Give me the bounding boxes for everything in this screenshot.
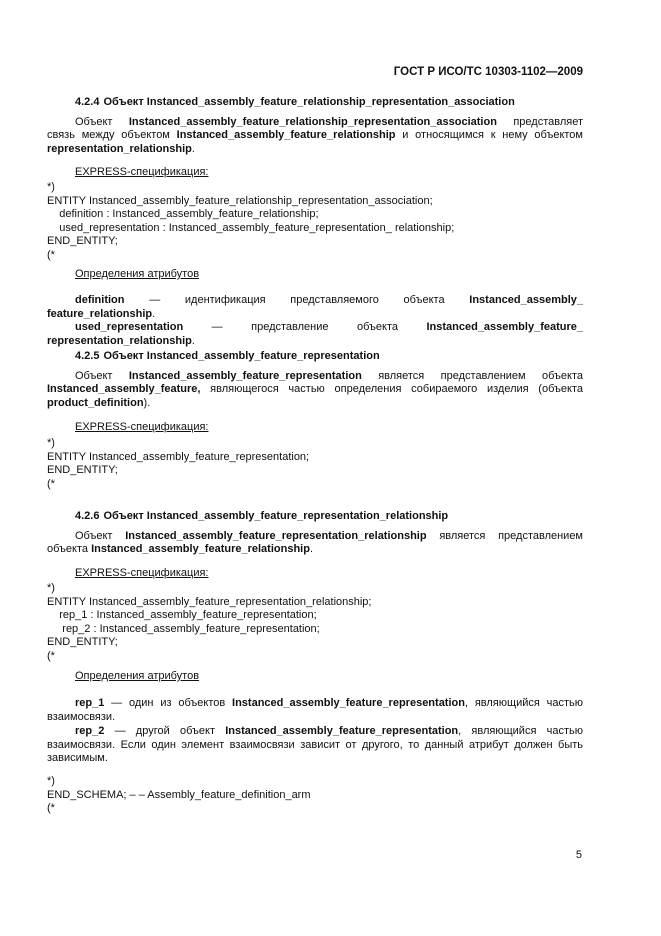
entity-ref: product_definition (47, 396, 144, 409)
express-spec-label (47, 567, 583, 581)
text-run: — идентификация представляемого объекта (124, 294, 470, 306)
text-run: является представлением объекта (47, 529, 583, 555)
text-run: ). (143, 396, 151, 409)
express-label: EXPRESS-спецификация: (75, 421, 209, 433)
text-run: . (191, 334, 195, 347)
section-paragraph (47, 530, 583, 557)
section-paragraph (47, 370, 583, 411)
attributes-heading: Определения атрибутов (75, 670, 200, 682)
entity-ref: representation_relationship (47, 334, 192, 347)
attribute-continuation (47, 335, 583, 349)
standard-header: ГОСТ Р ИСО/ТС 10303-1102—2009 (393, 66, 583, 78)
attribute-name: rep_1 (75, 697, 105, 709)
attribute-continuation (47, 308, 583, 322)
code-line: END_ENTITY; (47, 235, 118, 247)
section-number: 4.2.6 (75, 510, 100, 522)
section-heading (75, 510, 583, 524)
code-line: *) (47, 775, 55, 787)
code-line: (* (47, 649, 55, 662)
entity-ref: Instanced_assembly_feature_ (426, 321, 583, 333)
code-line: rep_2 : Instanced_assembly_feature_representation; (47, 622, 320, 635)
entity-ref: feature_relationship (47, 307, 153, 320)
express-code-block (47, 181, 583, 262)
end-schema-block (47, 775, 583, 816)
text-run: Объект (75, 115, 113, 128)
attributes-label (47, 268, 583, 282)
section-number: 4.2.5 (75, 350, 100, 362)
text-run: — один из объектов (104, 697, 233, 709)
code-line: definition : Instanced_assembly_feature_relationship; (47, 208, 319, 220)
code-line: END_SCHEMA; – – Assembly_feature_definition_arm (47, 788, 311, 801)
attribute-name: rep_2 (75, 725, 105, 737)
code-line: used_representation : Instanced_assembly_feature_representation_ relationship; (47, 221, 455, 234)
text-run: являющегося частью определения собираемого изделия (объекта (210, 383, 583, 395)
code-line: ENTITY Instanced_assembly_feature_representation; (47, 450, 310, 463)
code-line: (* (47, 248, 55, 261)
entity-ref: Instanced_assembly_feature, (47, 383, 201, 395)
attribute-name: used_representation (75, 321, 184, 333)
code-line: (* (47, 802, 55, 814)
page-number: 5 (575, 849, 582, 861)
attribute-definitions (47, 697, 583, 766)
attribute-definitions (47, 294, 583, 348)
code-line: ENTITY Instanced_assembly_feature_relationship_representation_association; (47, 194, 433, 207)
attribute-definition (47, 697, 583, 724)
entity-ref: Instanced_assembly_feature_representation (232, 697, 465, 709)
text-run: представляет связь между объектом (47, 115, 583, 141)
code-line: *) (47, 181, 55, 193)
section-title: Объект Instanced_assembly_feature_relationship_representation_association (103, 96, 515, 108)
code-line: *) (47, 582, 55, 594)
code-line: *) (47, 437, 55, 449)
text-run: . (152, 307, 156, 320)
section-heading (75, 350, 583, 364)
entity-ref: Instanced_assembly_feature_relationship (176, 129, 396, 141)
section-title: Объект Instanced_assembly_feature_representation (103, 350, 380, 362)
attributes-heading: Определения атрибутов (75, 268, 200, 280)
text-run: и относящимся к нему объектом (402, 129, 583, 141)
express-code-block (47, 437, 583, 491)
express-label: EXPRESS-спецификация: (75, 166, 209, 178)
section-4-2-5 (47, 350, 583, 410)
section-4-2-4 (47, 96, 583, 156)
section-heading (75, 96, 583, 110)
text-run: . (309, 543, 314, 555)
code-line: END_ENTITY; (47, 636, 118, 648)
code-line: END_ENTITY; (47, 464, 118, 476)
section-title: Объект Instanced_assembly_feature_representation_relationship (103, 510, 449, 522)
section-paragraph (47, 116, 583, 157)
attributes-label (47, 670, 583, 684)
entity-ref: Instanced_assembly_feature_representation_relationship (125, 529, 427, 542)
express-spec-label (47, 421, 583, 435)
code-line: rep_1 : Instanced_assembly_feature_representation; (47, 609, 317, 621)
text-run: , являющийся частью взаимосвязи. (47, 697, 584, 723)
entity-ref: Instanced_assembly_feature_representation (225, 725, 459, 737)
code-line: ENTITY Instanced_assembly_feature_representation_relationship; (47, 595, 372, 608)
text-run: — представление объекта (183, 321, 427, 333)
code-line: (* (47, 477, 55, 490)
express-code-block (47, 582, 583, 663)
entity-ref: representation_relationship (47, 142, 192, 155)
section-4-2-6 (47, 510, 583, 557)
attribute-definition (47, 294, 583, 308)
entity-ref: Instanced_assembly_feature_representation (128, 369, 362, 382)
attribute-definition (47, 321, 583, 335)
entity-ref: Instanced_assembly_ (469, 294, 583, 306)
attribute-name: definition (75, 294, 125, 306)
entity-ref: Instanced_assembly_feature_relationship (91, 543, 310, 555)
text-run: . (191, 142, 195, 155)
text-run: — другой объект (104, 725, 226, 737)
express-spec-label (47, 166, 583, 180)
text-run: Объект (75, 369, 113, 382)
text-run: , являющийся частью взаимосвязи. Если один элемент взаимосвязи зависит от другого, то данный атрибут должен быть зависимым. (47, 725, 583, 764)
express-label: EXPRESS-спецификация: (75, 567, 209, 579)
text-run: является представлением объекта (378, 369, 583, 382)
text-run: Объект (75, 529, 113, 542)
attribute-definition (47, 725, 583, 766)
section-number: 4.2.4 (75, 96, 100, 108)
entity-ref: Instanced_assembly_feature_relationship_representation_association (128, 115, 497, 128)
